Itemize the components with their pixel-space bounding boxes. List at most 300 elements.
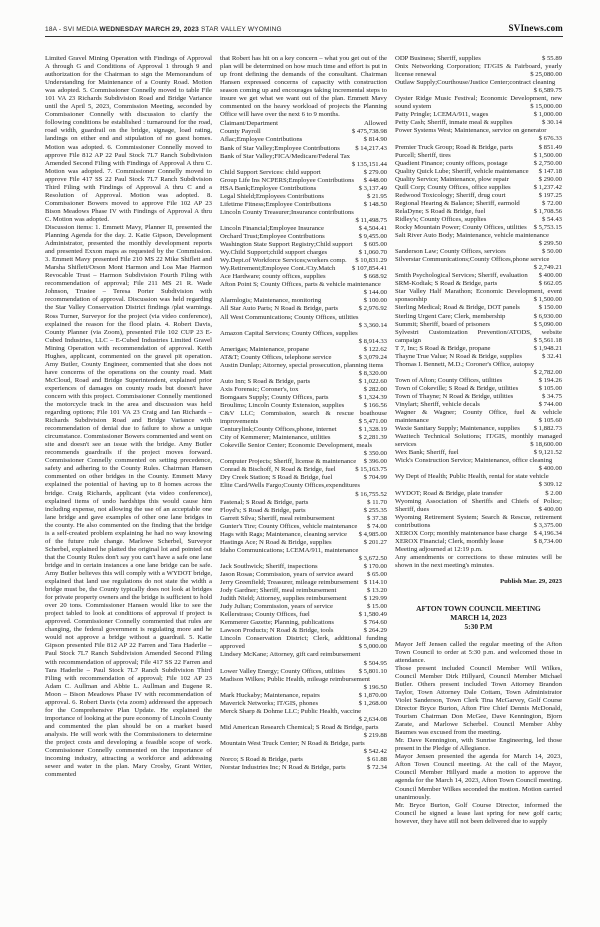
claim-row (220, 169, 387, 177)
claim-row (220, 619, 387, 627)
claim-name: Legal Shield;Employees Contributions (220, 192, 325, 200)
claim-amount: $ 1,500.00 (533, 151, 562, 159)
claim-amount: $ 13.20 (366, 587, 387, 595)
claim-row (220, 458, 387, 466)
claim-amount: $ 8,734.00 (533, 537, 562, 545)
claim-amount: $ 10,831.29 (355, 257, 387, 265)
claim-row (220, 482, 387, 498)
claim-amount: $ 5,471.00 (358, 418, 387, 426)
claim-row (395, 425, 562, 433)
claim-row (395, 79, 562, 95)
claim-row (220, 434, 387, 442)
claim-row (395, 63, 562, 79)
claim-amount: $ 129.99 (363, 595, 387, 603)
claim-amount: $ 114.10 (363, 579, 387, 587)
claim-amount: $ 122.62 (363, 345, 387, 353)
claim-amount: $ 9,455.00 (358, 233, 387, 241)
claim-amount: $ 605.00 (363, 241, 387, 249)
claim-row (220, 297, 387, 305)
claim-amount: $ 3,375.00 (533, 521, 562, 529)
claim-row (395, 95, 562, 111)
claim-row (220, 507, 387, 515)
claim-row (220, 177, 387, 185)
claim-amount: $ 5,000.00 (358, 643, 387, 651)
claim-name: Gunter's Tire; County Offices, vehicle maintenance (220, 522, 358, 530)
claim-amount: $ 3,360.14 (358, 321, 387, 329)
claim-row (395, 152, 562, 160)
afton-meeting-heading (395, 604, 562, 632)
claim-name: Afton Point S; County Offices, parts & vehicle maintenance (220, 281, 381, 289)
claim-row (220, 587, 387, 595)
claim-amount: $ 5,753.15 (533, 223, 562, 231)
claim-amount: $ 170.00 (363, 562, 387, 570)
claim-amount: $ 8,320.00 (358, 369, 387, 377)
claim-row (395, 119, 562, 127)
claim-row (220, 128, 387, 136)
claim-amount: $ 4,504.41 (358, 224, 387, 232)
claim-amount: $ 15,163.75 (355, 466, 387, 474)
claim-amount: $ 100.00 (363, 297, 387, 305)
claim-name: Garrett Silva; Sheriff, meal reimbursement (220, 514, 335, 522)
claim-amount: $ 14,217.43 (355, 144, 387, 152)
claim-name: WYDOT; Road & Bridge, plate transfer (395, 489, 503, 497)
claim-name: Mountain West Truck Center; N Road & Bridge, parts (220, 739, 365, 747)
claim-name: Waxie Sanitary Supply; Maintenance, supplies (395, 425, 520, 433)
claim-amount: $ 764.60 (363, 619, 387, 627)
claim-name: Jack Southwick; Sheriff, inspections (220, 562, 318, 570)
claim-amount: $ 1,580.49 (358, 611, 387, 619)
column-2-claims (220, 55, 387, 917)
claim-row (395, 449, 562, 457)
claim-amount: $ 814.90 (363, 136, 387, 144)
article-columns (45, 55, 562, 917)
claim-name: Alarmlogis; Maintenance, monitoring (220, 297, 322, 305)
claim-name: Lincoln Financial;Employee Insurance (220, 224, 324, 232)
claim-amount: $ 396.00 (363, 458, 387, 466)
claim-row (395, 176, 562, 184)
claim-row (220, 523, 387, 531)
claim-row (220, 241, 387, 249)
claim-amount: $ 1,948.21 (533, 344, 562, 352)
claim-row (395, 393, 562, 401)
claim-name: Redwood Toxicology; Sheriff, drug court (395, 191, 506, 199)
paragraph: Mr. Bryce Burton, Golf Course Director, informed the Council he signed a lease last spring for new golf carts; however, they have still not been delivered due to supply (395, 801, 562, 825)
claim-row (220, 708, 387, 724)
claim-amount: $ 264.29 (363, 627, 387, 635)
claim-name: Lower Valley Energy; County Offices, utilities (220, 667, 345, 675)
claim-amount: $ 1,060.70 (358, 249, 387, 257)
afton-meeting-time: 5:30 P.M (464, 622, 493, 632)
claim-name: Conrad & Bischoff, N Road & Bridge, fuel (220, 466, 336, 474)
claim-row (220, 627, 387, 635)
claim-amount: $ 107,854.41 (351, 265, 387, 273)
claim-name: Quality Service; Maintenance, plow repair (395, 175, 509, 183)
claim-amount: $ 18,600.00 (530, 441, 562, 449)
claim-name: Lindsey McKane; Attorney, gift card reimbursement (220, 651, 361, 659)
claim-amount: $ 448.00 (363, 176, 387, 184)
claim-amount: $ 504.95 (363, 659, 387, 667)
claim-amount: $ 704.99 (363, 474, 387, 482)
claim-amount: $ 2.00 (545, 489, 562, 497)
claim-row (220, 668, 387, 676)
claim-row (395, 433, 562, 449)
claim-name: Regional Hearing & Balance; Sheriff, earmold (395, 199, 520, 207)
claim-name: XEROX Financial; Clerk, monthly lease (395, 537, 504, 545)
claim-amount: $ 1,022.60 (358, 377, 387, 385)
claim-row (220, 499, 387, 507)
claim-row (395, 256, 562, 272)
claim-amount: $ 2,634.08 (358, 715, 387, 723)
claim-amount: $ 5,801.10 (358, 667, 387, 675)
claim-row (395, 111, 562, 119)
claim-name: HSA Bank;Employee Contributions (220, 184, 317, 192)
paragraph: Mr. Dave Kennington, with Sunrise Engineering, led those present in the Pledge of Allegiance. (395, 737, 562, 753)
claim-name: Quality Quick Lube; Sheriff, vehicle maintenance (395, 167, 529, 175)
claim-amount: $ 309.12 (538, 481, 562, 489)
column-3-claims-and-afton (395, 55, 562, 917)
claim-row (395, 385, 562, 393)
claim-amount: $ 74.00 (366, 522, 387, 530)
claim-name: Mark Huckaby; Maintenance, repairs (220, 691, 320, 699)
claim-row (395, 514, 562, 530)
claim-amount: $ 194.26 (538, 376, 562, 384)
claim-amount: $ 542.42 (363, 748, 387, 756)
claim-name: C&V LLC; Commission, search & rescue boathouse improvements (220, 410, 387, 426)
claim-row (220, 330, 387, 346)
claim-name: Lawson Products; N Road & Bridge, tools (220, 627, 334, 635)
claim-amount: $ 676.33 (538, 135, 562, 143)
claim-name: Idaho Communications; LCEMA/911, maintenance (220, 546, 359, 554)
claim-row (220, 579, 387, 587)
claim-row (220, 410, 387, 426)
claim-amount: $ 9,121.52 (533, 449, 562, 457)
claim-row (220, 145, 387, 153)
claim-amount: $ 34.75 (541, 392, 562, 400)
claim-name: Norco; S Road & Bridge, parts (220, 756, 303, 764)
claim-row (220, 700, 387, 708)
claim-row (395, 304, 562, 312)
claim-amount: $ 668.92 (363, 273, 387, 281)
claim-row (220, 635, 387, 651)
claim-row (220, 402, 387, 410)
claim-amount: $ 61.88 (366, 756, 387, 764)
claim-name: Wyoming Association of Sheriffs and Chiefs of Police; Sheriff, dues (395, 497, 562, 513)
claim-row (395, 168, 562, 176)
claim-amount: $ 197.25 (538, 191, 562, 199)
claim-amount: $ 201.27 (363, 538, 387, 546)
claim-amount: $ 6,930.00 (533, 312, 562, 320)
claim-row (220, 692, 387, 700)
claim-name: All West Communications; County Offices, utilities (220, 313, 359, 321)
claim-amount: $ 21.95 (366, 192, 387, 200)
claim-amount: $ 11.70 (367, 498, 387, 506)
claim-row (220, 515, 387, 523)
claim-amount: $ 1,708.56 (533, 207, 562, 215)
minutes-intro-paragraph: that Robert has hit on a key concern – what you get out of the plan will be determined on how much time and effort is put in up front defining the demands of the consultant. Chairman Hansen expressed concerns of capacity with construction season coming up and encourages taking incremental steps to insure we get what we want out of the plan. Emmett Mavy commented on the heavy workload of projects the Planning Office will have over the next 6 to 9 months. (220, 55, 387, 119)
claim-name: Austin Dunlap; Attorney, special prosecution, planning items (220, 361, 384, 369)
claim-row (220, 185, 387, 193)
claim-amount: $ 744.00 (538, 401, 562, 409)
claim-row (395, 498, 562, 514)
claim-amount: $ 72.00 (541, 199, 562, 207)
claim-name: Star Valley Half Marathon; Economic Development, event sponsorship (395, 288, 562, 304)
claim-amount: $ 3,079.24 (358, 353, 387, 361)
claim-row (395, 160, 562, 168)
claim-row (220, 201, 387, 209)
claim-amount: $ 662.05 (538, 280, 562, 288)
amendments-line: Any amendments or corrections to these minutes will be shown in the next meeting's minutes. (395, 553, 562, 569)
claim-amount: $ 350.00 (363, 450, 387, 458)
claim-amount: $ 475,738.98 (351, 128, 387, 136)
claim-name: AT&T; County Offices, telephone service (220, 353, 332, 361)
claim-name: Patty Pringle; LCEMA/911, wages (395, 111, 489, 119)
claim-name: Vinylart; Sheriff, vehicle decals (395, 401, 480, 409)
claim-name: Wyoming Retirement System; Search & Rescue, retirement contributions (395, 513, 562, 529)
claim-amount: $ 25,080.00 (530, 71, 562, 79)
claim-row (220, 354, 387, 362)
claim-name: Premier Truck Group; Road & Bridge, parts (395, 143, 513, 151)
claim-row (220, 651, 387, 667)
claim-name: Hastings Ace; N Road & Bridge, supplies (220, 538, 332, 546)
claim-amount: $ 400.00 (538, 505, 562, 513)
claim-name: Sterling Urgent Care; Clerk, membership (395, 312, 506, 320)
claim-amount: $ 851.49 (538, 143, 562, 151)
claim-row (220, 676, 387, 692)
claim-row (220, 531, 387, 539)
paragraph: Those present included Council Member Will Wilkes, Council Member Dirk Hillyard, Council Member Michael Butler. Others present included Town Attorney Brandon Taylor, Town Attorney Dale Cottam, Town Administrator Violet Sanderson, Town Clerk Tina McGarvey, Golf Course Director Bryce Burton, Afton Fire Chief Dennis McDonald, Tourism Chairman Don McGee, Dave Kennington, Bjorn Zarate, and Marlowe Scherbel. Council Member Abby Baumes was excused from the meeting. (395, 664, 562, 737)
claim-amount: $ 1,268.00 (358, 699, 387, 707)
claim-row (395, 55, 562, 63)
claim-name: Floyd's; S Road & Bridge, parts (220, 506, 306, 514)
afton-meeting-date: MARCH 14, 2023 (450, 613, 507, 623)
claim-amount: $ 30.14 (541, 119, 562, 127)
claim-row (220, 314, 387, 330)
claim-row (395, 208, 562, 216)
claim-name: Town of Thayne; N Road & Bridge, utilities (395, 392, 514, 400)
claim-name: Onix Networking Corporation; IT/GIS & Fairboard, yearly license renewal (395, 63, 562, 79)
claim-amount: $ 144.00 (363, 289, 387, 297)
claim-name: Silverstar Communications;County Offices,phone service (395, 256, 550, 264)
claim-row (220, 386, 387, 394)
claim-name: Computer Projects; Sheriff, license & maintenance (220, 458, 357, 466)
claim-row (220, 764, 387, 772)
claim-amount: $ 72.34 (366, 764, 387, 772)
claim-name: Dry Creek Station; S Road & Bridge, fuel (220, 474, 333, 482)
claim-row (220, 539, 387, 547)
claim-row (220, 305, 387, 313)
claim-row (220, 136, 387, 144)
claim-row (220, 756, 387, 764)
claim-amount: $ 166.56 (363, 402, 387, 410)
claim-amount: $ 32.41 (541, 352, 562, 360)
claim-name: Thomas I. Bennett, M.D.; Coroner's Office, autopsy (395, 360, 535, 368)
claim-amount: $ 282.00 (363, 385, 387, 393)
claim-name: Power Systems West; Maintenance, service on generator (395, 127, 547, 135)
claim-name: Thayne True Value; N Road & Bridge, supplies (395, 352, 522, 360)
claim-name: Child Support Services: child support (220, 168, 321, 176)
claim-name: Summit; Sheriff, board of prisoners (395, 320, 491, 328)
claim-amount: $ 105.60 (538, 417, 562, 425)
claim-amount: $ 299.50 (538, 240, 562, 248)
claim-amount: $ 219.88 (363, 731, 387, 739)
paragraph: Mayor Jensen presented the agenda for March 14, 2023, Afton Town Council meeting. At the call of the Mayor, Council Member Hillyard made a motion to approve the agenda for the March 14, 2023, Afton Town Council meeting. Council Member Wilkes seconded the motion. Motion carried unanimously. (395, 753, 562, 801)
claim-name: Outlaw Supply;Courthouse/Justice Center;contract cleaning (395, 79, 556, 87)
claims-header-allowed: Allowed (363, 120, 387, 128)
claim-amount: $ 55.89 (541, 55, 562, 62)
claim-name: Jason Rosas; Commission, years of service award (220, 571, 354, 578)
claim-amount: $ 290.00 (538, 175, 562, 183)
masthead-left (45, 26, 282, 33)
claim-amount: $ 279.00 (363, 168, 387, 176)
claim-name: Sanderson Law; County Offices, services (395, 248, 506, 256)
claim-name: XEROX Corp; monthly maintenance base charge (395, 529, 528, 537)
claim-name: SRM-Kodiak; S Road & Bridge, parts (395, 280, 498, 288)
claim-row (220, 225, 387, 233)
claim-row (395, 353, 562, 361)
claim-name: Aflac;Employee Contributions (220, 136, 303, 144)
claim-name: Quadient Finance; county offices, postage (395, 159, 508, 167)
claim-amount: $ 1,000.00 (533, 111, 562, 119)
claim-amount: $ 65.00 (366, 571, 387, 578)
claim-row (220, 346, 387, 354)
claim-row (395, 377, 562, 385)
claim-name: Quill Corp; County Offices, office supplies (395, 183, 511, 191)
claim-name: Oyster Ridge Music Festival; Economic Development, new sound system (395, 95, 562, 111)
claim-row (395, 272, 562, 280)
claim-row (395, 457, 562, 473)
claim-name: Hags with Rags; Maintenance, cleaning service (220, 530, 348, 538)
claim-name: Smith Psychological Services; Sheriff, evaluation (395, 272, 528, 280)
claim-row (220, 209, 387, 225)
claim-amount: $ 1,237.42 (533, 183, 562, 191)
claim-name: Broulims; Lincoln County Extension, supplies (220, 402, 345, 410)
claim-row (395, 280, 562, 288)
claim-name: Axis Forensic; Coroner's, tox (220, 385, 299, 393)
claim-name: County Payroll (220, 128, 261, 136)
claim-name: Bank of Star Valley;FICA/Medicare/Federal Tax (220, 152, 351, 160)
claim-name: Kemmerer Gazette; Planning, publications (220, 619, 335, 627)
masthead-date: WEDNESDAY MARCH 29, 2023 (99, 26, 199, 33)
claim-row (395, 232, 562, 248)
claim-amount: $ 3,672.50 (358, 554, 387, 562)
claim-name: Amerigas; Maintenance, propane (220, 345, 309, 353)
claim-name: Ace Hardware; county offices, supplies (220, 273, 326, 281)
adjourn-line: Meeting adjourned at 12:19 p.m. (395, 545, 483, 553)
claim-row (395, 192, 562, 200)
claim-name: Rocky Mountain Power; County Offices, utilities (395, 223, 527, 231)
claim-name: Judith Nield; Attorney, supplies reimbursement (220, 595, 347, 603)
claim-row (395, 530, 562, 538)
claims-table-header (220, 120, 387, 128)
claim-amount: $ 2,281.39 (358, 434, 387, 442)
claim-row (220, 265, 387, 273)
claim-name: Centurylink;County Offices,phone, internet (220, 426, 337, 434)
claim-name: Washington State Support Registry;Child support (220, 241, 353, 249)
claim-name: Lincoln Conservation District; Clerk, additional funding approved (220, 635, 387, 651)
claim-name: Cokeville Senior Center; Economic Development, meals (220, 442, 372, 450)
claim-row (395, 200, 562, 208)
claim-name: Wy Dept of Health; Public Health, rental for state vehicle (395, 473, 549, 481)
claim-row (395, 538, 562, 546)
claim-amount: $ 1,324.39 (358, 393, 387, 401)
claim-amount: $ 148.50 (363, 200, 387, 208)
claim-row (395, 409, 562, 425)
claim-name: Maverick Networks; IT/GIS, phones (220, 699, 319, 707)
claim-name: Wazitech Technical Solutions; IT/GIS, monthly managed services (395, 433, 562, 449)
claim-name: All Star Auto Parts; N Road & Bridge, parts (220, 305, 338, 313)
claim-row (395, 127, 562, 143)
claim-row (220, 603, 387, 611)
claim-row (395, 361, 562, 377)
claim-amount: $ 8,914.33 (358, 337, 387, 345)
website-url: SVInews.com (508, 23, 563, 33)
afton-meeting-title: AFTON TOWN COUNCIL MEETING (416, 604, 541, 614)
claim-row (220, 233, 387, 241)
claim-name: Salt River Auto Body; Maintenance, vehicle maintenance (395, 232, 549, 240)
claim-name: Madison Wilkes; Public Health, mileage reimbursement (220, 675, 371, 683)
claim-name: Wex Bank; Sheriff, fuel (395, 449, 459, 457)
claim-row (220, 571, 387, 579)
claim-row (220, 474, 387, 482)
claim-name: Jerry Greenfield; Treasurer, mileage reimbursement (220, 579, 359, 587)
claim-amount: $ 4,985.00 (358, 530, 387, 538)
masthead (45, 23, 563, 37)
claim-amount: $ 54.43 (541, 215, 562, 223)
paragraph: Mayor Jeff Jensen called the regular meeting of the Afton Town Council to order at 5:30 p.m. and welcomed those in attendance. (395, 640, 562, 664)
claim-row (395, 216, 562, 224)
claim-name: City of Kemmerer; Maintenance, utilities (220, 434, 331, 442)
claim-name: Wick's Construction Service; Maintenance, office cleaning (395, 457, 553, 465)
claim-name: Wy.Dept.of Workforce Services;workers comp. (220, 257, 347, 265)
claim-amount: $ 1,870.00 (358, 691, 387, 699)
claims-list-part-1 (220, 128, 387, 772)
claim-name: Group Life Ins NCPERS;Employee Contributions (220, 176, 355, 184)
claim-row (395, 345, 562, 353)
column-1-minutes-text (45, 55, 212, 917)
claim-name: Wagner & Wagner; County Office, fuel & vehicle maintenance (395, 409, 562, 425)
claim-name: Merck Sharp & Dohme LLC; Public Health, vaccine (220, 707, 362, 715)
paragraph: Limited Gravel Mining Operation with Findings of Approval A through G and Conditions of Approval 1 through 9 and authorization for the Chairman to sign the Memorandum of Understanding for Maintenance of a County Road. Motion was adopted. 5. Commissioner Connelly moved to table File 101 VA 23 Richards Subdivision Road and Bridge Variance until the April 5, 2023, Commission Meeting, seconded by Commissioner Connelly with discussion to clarify the following conditions be established : turnaround for the road, road width, guardrail on the bridge, signage, load rating, landings on either end and stipulation of no guest homes. Motion was adopted. 6. Commissioner Connelly moved to approve File 812 AP 22 Paul Stock 7L7 Ranch Subdivision Amended Second Filing with Findings of Approval A thru C. Motion was adopted. 7. Commissioner Connelly moved to approve File 417 SS 22 Paul Stock 7L7 Ranch Subdivision Third Filing with Findings of Approval A thru C and a Resolution of Approval. Motion was adopted. 8. Commissioner Bowers moved to approve File 102 AP 23 Bison Meadows Phase IV with Findings of Approval A thru C. Motion was adopted. (45, 55, 212, 223)
claim-row (395, 490, 562, 498)
claim-row (220, 740, 387, 756)
claim-row (220, 611, 387, 619)
claim-name: T 7, Inc; S Road & Bridge, propane (395, 344, 491, 352)
claim-amount: $ 1,882.73 (533, 425, 562, 433)
claim-row (220, 547, 387, 563)
claim-row (395, 184, 562, 192)
claim-name: Judy Julian; Commission, years of service (220, 603, 333, 611)
claim-name: Fastenal; S Road & Bridge, parts (220, 498, 309, 506)
claim-row (395, 288, 562, 304)
claim-amount: $ 2,749.21 (533, 264, 562, 272)
claim-amount: $ 50.00 (541, 248, 562, 256)
claim-amount: $ 37.38 (366, 514, 387, 522)
claim-amount: $ 4,196.34 (533, 529, 562, 537)
claim-amount: $ 6,589.75 (533, 87, 562, 95)
claim-row (220, 426, 387, 434)
claim-row (395, 224, 562, 232)
claim-name: Town of Afton; County Offices, utilities (395, 376, 503, 384)
claim-row (220, 378, 387, 386)
claim-amount: $ 1,500.00 (533, 296, 562, 304)
claim-name: Lincoln County Treasurer;Insurance contributions (220, 208, 354, 216)
claim-name: Petty Cash; Sheriff, inmate meal & supplies (395, 119, 513, 127)
claim-amount: $ 147.18 (538, 167, 562, 175)
claim-name: Elite Card/Wells Fargo;County Offices,expenditures (220, 482, 360, 490)
claim-name: Purcell; Sheriff, tires (395, 151, 451, 159)
claim-row (395, 144, 562, 152)
claim-name: Bomgaars Supply; County Offices, parts (220, 393, 329, 401)
